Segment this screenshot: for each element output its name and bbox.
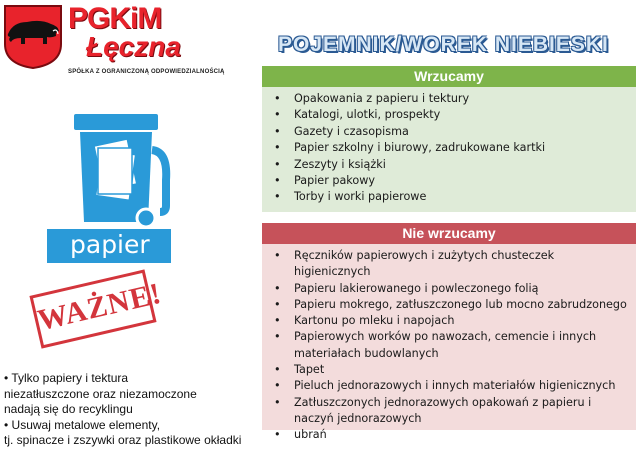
list-item: • Pieluch jednorazowych i innych materiałów higienicznych: [274, 378, 628, 394]
not-allowed-list: [262, 244, 636, 442]
list-item: • Papierowych worków po nawozach, cemencie i innych materiałach budowlanych: [274, 329, 628, 362]
bin-label: papier: [47, 229, 171, 263]
notes: [4, 371, 274, 449]
note-line: • Usuwaj metalowe elementy,: [4, 417, 161, 432]
page-title: POJEMNIK/WOREK NIEBIESKI: [278, 33, 609, 56]
logo-name-line2: Łęczna: [86, 31, 181, 62]
list-item: • Papieru lakierowanego i powleczonego folią: [274, 281, 628, 297]
list-item: • Papier pakowy: [274, 173, 628, 189]
logo-name-line1: PGKiM: [68, 2, 162, 35]
list-item: • Katalogi, ulotki, prospekty: [274, 107, 628, 123]
logo-company-type: SPÓŁKA Z OGRANICZONĄ ODPOWIEDZIALNOŚCIĄ: [68, 69, 225, 75]
boar-shield-logo: [3, 4, 63, 70]
list-item: • ubrań: [274, 427, 628, 443]
list-item: • Zatłuszczonych jednorazowych opakowań z papieru i naczyń jednorazowych: [274, 395, 628, 428]
note-line: nadają się do recyklingu: [4, 402, 133, 416]
list-item: • Papieru mokrego, zatłuszczonego lub mocno zabrudzonego: [274, 297, 628, 313]
paper-bin-icon: [72, 110, 172, 230]
list-item: • Gazety i czasopisma: [274, 124, 628, 140]
list-item: • Zeszyty i książki: [274, 157, 628, 173]
not-allowed-heading: Nie wrzucamy: [262, 223, 636, 244]
list-item: • Kartonu po mleku i napojach: [274, 313, 628, 329]
note-line: • Tylko papiery i tektura: [4, 371, 129, 385]
note-line: niezatłuszczone oraz niezamoczone: [4, 386, 197, 401]
note-line: tj. spinacze i zszywki oraz plastikowe okładki: [4, 433, 242, 447]
allowed-heading: Wrzucamy: [262, 66, 636, 87]
list-item: • Tapet: [274, 362, 628, 378]
important-stamp: WAŻNE!: [29, 269, 156, 348]
allowed-list: [262, 87, 636, 212]
list-item: • Opakowania z papieru i tektury: [274, 91, 628, 107]
list-item: • Ręczników papierowych i zużytych chusteczek higienicznych: [274, 248, 628, 281]
list-item: • Torby i worki papierowe: [274, 189, 628, 205]
list-item: • Papier szkolny i biurowy, zadrukowane kartki: [274, 140, 628, 156]
